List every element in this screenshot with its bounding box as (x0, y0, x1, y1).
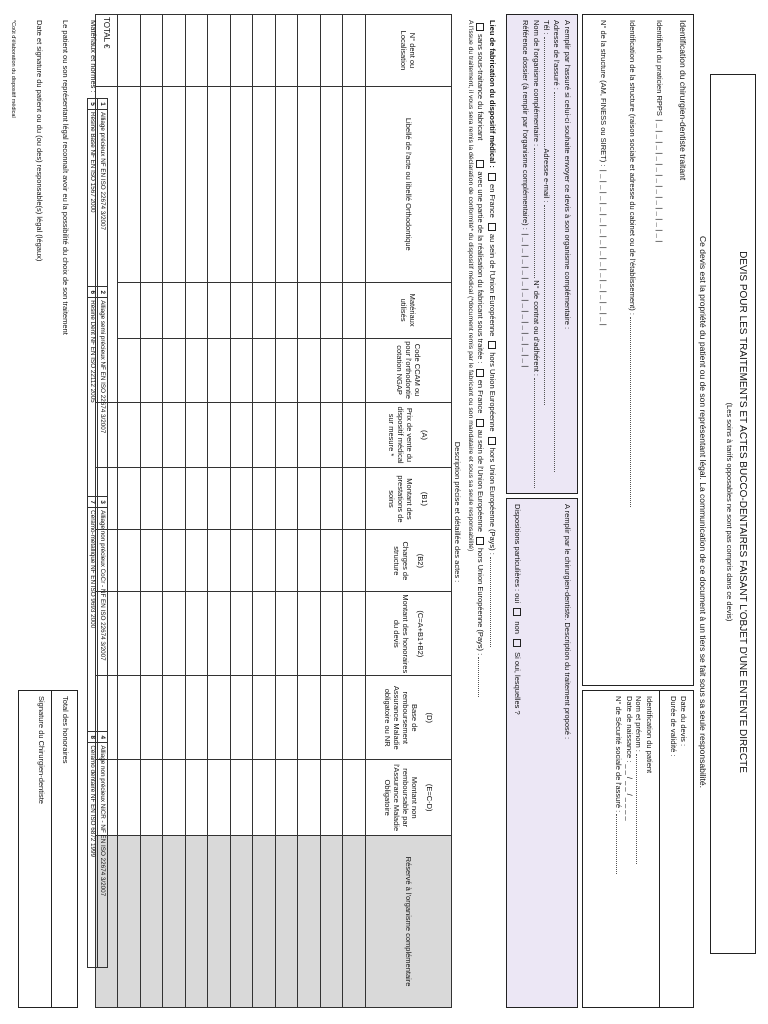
cell-tooth[interactable] (208, 15, 231, 87)
table-row (343, 15, 366, 1008)
materials-table (87, 98, 108, 968)
cell-b2[interactable] (253, 530, 276, 592)
cell-b1[interactable] (343, 468, 366, 530)
fab-outside-eu-country-label: hors Union Européenne (Pays) : (488, 447, 497, 555)
cell-act[interactable] (118, 86, 141, 282)
cell-materials[interactable] (163, 282, 186, 338)
materials-label: Matériaux et normes : (89, 20, 98, 93)
materials-row-2: 5 Résine Base NF EN ISO 1567 2000 6 Résine Dent NF EN ISO 22112 2005 7 Céramo-métallique NF EN ISO 9693 2000 8 Céramo dentaire NF EN ISO 6872 1999 (88, 99, 98, 968)
fabrication-row (488, 20, 498, 647)
cell-tooth[interactable] (186, 15, 209, 87)
insurance-org-dotted-line (534, 148, 542, 278)
yes-checkbox[interactable] (513, 608, 521, 616)
cell-b1[interactable] (276, 468, 299, 530)
cell-d[interactable] (208, 676, 231, 760)
cell-b2[interactable] (118, 530, 141, 592)
cell-materials[interactable] (343, 282, 366, 338)
insured-email-label: Adresse e-mail : (542, 148, 551, 203)
cell-b1[interactable] (141, 468, 164, 530)
cell-reserved (208, 836, 231, 1008)
cell-b2[interactable] (321, 530, 344, 592)
cell-ccam[interactable] (231, 338, 254, 402)
cell-tooth[interactable] (163, 15, 186, 87)
cell-a[interactable] (141, 402, 164, 468)
cell-c[interactable] (163, 592, 186, 676)
insurance-ref-label: Référence dossier (à remplir par l'organisme complémentaire) : (521, 20, 530, 230)
sub-outside-eu-label: hors Union Européenne (Pays) : (476, 548, 485, 656)
cell-ccam[interactable] (276, 338, 299, 402)
which-label: Si oui, lesquelles ? (513, 652, 522, 715)
cell-a[interactable] (276, 402, 299, 468)
patient-ssn-dotted-line (616, 814, 624, 874)
cell-tooth[interactable] (343, 15, 366, 87)
cell-b2[interactable] (186, 530, 209, 592)
cell-tooth[interactable] (298, 15, 321, 87)
cell-d[interactable] (298, 676, 321, 760)
cell-materials[interactable] (118, 282, 141, 338)
fab-eu-checkbox[interactable] (488, 223, 496, 231)
cell-ccam[interactable] (208, 338, 231, 402)
cell-b1[interactable] (208, 468, 231, 530)
table-row (118, 15, 141, 1008)
col-reserved: Réservé à l'organisme complémentaire (366, 836, 452, 1008)
practitioner-section-label: Identification du chirurgien-dentiste traitant (678, 20, 688, 181)
cell-reserved (231, 836, 254, 1008)
fabrication-label: Lieu de fabrication du dispositif médical : (488, 20, 497, 168)
cell-materials[interactable] (208, 282, 231, 338)
patient-birth-label: Date de naissance : (625, 696, 634, 763)
cell-b2[interactable] (231, 530, 254, 592)
cell-materials[interactable] (231, 282, 254, 338)
cell-d[interactable] (141, 676, 164, 760)
patient-divider (659, 690, 660, 1008)
col-act-label: Libellé de l'acte ou libellé Orthodontique (366, 86, 452, 282)
cell-a[interactable] (186, 402, 209, 468)
sub-france-label: en France (476, 379, 485, 414)
cell-materials[interactable] (321, 282, 344, 338)
col-b2: (B2) Charges de structure (366, 530, 452, 592)
cell-act[interactable] (141, 86, 164, 282)
table-caption: Description précise et détaillée des actes : (453, 441, 462, 583)
structure-dotted-line (630, 317, 638, 507)
insured-tel-dotted-line (544, 37, 552, 147)
cell-d[interactable] (186, 676, 209, 760)
cell-materials[interactable] (276, 282, 299, 338)
cell-tooth[interactable] (253, 15, 276, 87)
cell-e[interactable] (231, 760, 254, 836)
col-tooth: N° dent ou Localisation (366, 15, 452, 87)
no-subcontract-checkbox[interactable] (476, 23, 484, 31)
col-d: (D) Base de remboursement Assurance Maladie obligatoire ou NR (366, 676, 452, 760)
structure-number-label: N° de la structure (AM, FINESS ou SIRET) : (599, 20, 608, 167)
sub-france-checkbox[interactable] (476, 369, 484, 377)
col-materials: Matériaux utilisés (366, 282, 452, 338)
patient-name-field[interactable] (634, 696, 644, 864)
table-row (163, 15, 186, 1008)
insured-tel-label: Tél : (542, 20, 551, 35)
fab-eu-label: au sein de l'Union Européenne (488, 233, 497, 337)
cell-c[interactable] (186, 592, 209, 676)
rpps-field[interactable] (654, 20, 664, 245)
col-c: (C=A+B1+B2) Montant des honoraires du devis (366, 592, 452, 676)
structure-label: Identification de la structure (raison sociale et adresse du cabinet ou de l'établissement) : (628, 20, 637, 315)
insured-address-label: Adresse de l'assuré : (552, 20, 561, 90)
cell-act[interactable] (298, 86, 321, 282)
cell-b1[interactable] (231, 468, 254, 530)
total-label: TOTAL € (96, 15, 118, 87)
cell-reserved (141, 836, 164, 1008)
insurance-ref-boxes: |_|_|_|_|_|_|_|_|_|_|_|_| (520, 231, 528, 370)
patient-name-dotted-line (636, 754, 644, 864)
cell-act[interactable] (163, 86, 186, 282)
cell-c[interactable] (276, 592, 299, 676)
dentist-box-divider (51, 690, 52, 1008)
cell-d[interactable] (253, 676, 276, 760)
fab-france-label: en France (488, 184, 497, 218)
acts-table-body (118, 15, 366, 1008)
insurance-org-field[interactable] (532, 20, 542, 488)
choice-acknowledgement: Le patient ou son représentant légal reconnaît avoir eu la possibilité du choix de son traitement (61, 20, 70, 335)
cell-d[interactable] (118, 676, 141, 760)
cell-e[interactable] (186, 760, 209, 836)
cell-ccam[interactable] (141, 338, 164, 402)
cell-e[interactable] (208, 760, 231, 836)
fab-france-checkbox[interactable] (488, 173, 496, 181)
cell-b2[interactable] (163, 530, 186, 592)
cell-ccam[interactable] (253, 338, 276, 402)
structure-field[interactable] (628, 20, 638, 507)
cell-b2[interactable] (343, 530, 366, 592)
cell-b1[interactable] (321, 468, 344, 530)
cell-act[interactable] (186, 86, 209, 282)
cell-c[interactable] (231, 592, 254, 676)
footnote: *Coût d'élaboration du dispositif médical (10, 20, 16, 118)
cell-b2[interactable] (298, 530, 321, 592)
no-subcontract-label: sans sous-traitance du fabricant (476, 34, 485, 141)
cell-reserved (186, 836, 209, 1008)
cell-a[interactable] (253, 402, 276, 468)
cell-a[interactable] (298, 402, 321, 468)
insured-email-dotted-line (544, 205, 552, 405)
cell-reserved (298, 836, 321, 1008)
cell-e[interactable] (343, 760, 366, 836)
conformity-note: A l'issue du traitement, il vous sera remis la déclaration de conformité* du dispositif médical (*document remis par le fabricant ou son mandataire et sous sa seule responsabilité) (467, 20, 474, 552)
table-row (141, 15, 164, 1008)
table-row (231, 15, 254, 1008)
table-row (208, 15, 231, 1008)
cell-act[interactable] (208, 86, 231, 282)
cell-act[interactable] (321, 86, 344, 282)
cell-a[interactable] (208, 402, 231, 468)
table-row (321, 15, 344, 1008)
patient-birth-field[interactable] (625, 696, 634, 821)
fab-country-dotted-line (490, 557, 498, 647)
cell-c[interactable] (343, 592, 366, 676)
cell-e[interactable] (276, 760, 299, 836)
dentist-signature-field[interactable]: Signature du Chirurgien-dentiste (37, 696, 46, 804)
part-subcontract-label: avec une partie de la réalisation du fabricant sous traitée : (476, 171, 485, 364)
cell-a[interactable] (321, 402, 344, 468)
cell-b1[interactable] (118, 468, 141, 530)
no-checkbox[interactable] (513, 639, 521, 647)
insured-address-field[interactable] (552, 20, 562, 472)
contract-number-label: N° de contrat ou d'adhérent : (532, 280, 541, 377)
cell-c[interactable] (298, 592, 321, 676)
cell-materials[interactable] (298, 282, 321, 338)
table-row (298, 15, 321, 1008)
cell-e[interactable] (118, 760, 141, 836)
cell-ccam[interactable] (343, 338, 366, 402)
cell-e[interactable] (163, 760, 186, 836)
cell-reserved (118, 836, 141, 1008)
cell-reserved (253, 836, 276, 1008)
cell-e[interactable] (321, 760, 344, 836)
cell-materials[interactable] (141, 282, 164, 338)
cell-ccam[interactable] (321, 338, 344, 402)
cell-ccam[interactable] (163, 338, 186, 402)
cell-materials[interactable] (253, 282, 276, 338)
materials-row-1: 1 Alliage précieux NF EN ISO 22674 3/2007 2 Alliage semi précieux NF EN ISO 22674 3/2007 3 Alliage non précieux CoCr - NF EN ISO 22674 3/2007 4 Alliage non précieux NiCR - NF EN ISO 22674 3/2007 (98, 99, 108, 968)
table-row (276, 15, 299, 1008)
cell-reserved (276, 836, 299, 1008)
cell-c[interactable] (208, 592, 231, 676)
patient-ssn-label: N° de Sécurité sociale de l'assuré : (614, 696, 623, 813)
cell-tooth[interactable] (276, 15, 299, 87)
insurance-ref-field[interactable] (520, 20, 530, 369)
sub-country-dotted-line (478, 657, 486, 697)
insurance-org-label: Nom de l'organisme complémentaire : (532, 20, 541, 147)
cell-ccam[interactable] (298, 338, 321, 402)
cell-c[interactable] (118, 592, 141, 676)
col-a: (A) Prix de vente du dispositif médical sur mesure * (366, 402, 452, 468)
table-row (253, 15, 276, 1008)
cell-reserved (343, 836, 366, 1008)
cell-reserved (163, 836, 186, 1008)
cell-d[interactable] (163, 676, 186, 760)
cell-tooth[interactable] (141, 15, 164, 87)
fab-outside-eu-label: hors Union Européenne (488, 352, 497, 432)
cell-reserved (321, 836, 344, 1008)
cell-c[interactable] (321, 592, 344, 676)
patient-birth-format: _ _ / _ _ / _ _ _ _ (625, 764, 634, 821)
cell-c[interactable] (253, 592, 276, 676)
contract-number-dotted-line (534, 378, 542, 488)
cell-e[interactable] (253, 760, 276, 836)
cell-d[interactable] (231, 676, 254, 760)
patient-name-label: Nom et prénom : (634, 696, 643, 752)
cell-act[interactable] (276, 86, 299, 282)
cell-e[interactable] (298, 760, 321, 836)
cell-materials[interactable] (186, 282, 209, 338)
table-row (186, 15, 209, 1008)
cell-b1[interactable] (253, 468, 276, 530)
rpps-label: Identifiant du praticien RPPS (655, 20, 664, 116)
quote-date-field[interactable]: Date du devis : (679, 696, 688, 747)
insured-address-dotted-line (554, 92, 562, 472)
patient-section-label: Identification du patient (645, 696, 654, 774)
sub-outside-eu-checkbox[interactable] (476, 537, 484, 545)
fab-outside-eu-checkbox[interactable] (488, 341, 496, 349)
cell-b2[interactable] (276, 530, 299, 592)
cell-tooth[interactable] (231, 15, 254, 87)
sub-eu-checkbox[interactable] (476, 419, 484, 427)
patient-signature-field[interactable]: Date et signature du patient ou du (ou des) responsable(s) légal (légaux) (35, 20, 44, 262)
cell-act[interactable] (343, 86, 366, 282)
insured-contact-field[interactable] (542, 20, 552, 405)
cell-c[interactable] (141, 592, 164, 676)
cell-act[interactable] (231, 86, 254, 282)
property-notice: Ce devis est la propriété du patient ou de son représentant légal. La communication de ce document à un tiers se fait sous sa seule responsabilité. (698, 236, 708, 788)
cell-ccam[interactable] (118, 338, 141, 402)
part-subcontract-checkbox[interactable] (476, 160, 484, 168)
cell-d[interactable] (276, 676, 299, 760)
cell-tooth[interactable] (118, 15, 141, 87)
table-header-row (366, 15, 452, 1008)
cell-b1[interactable] (298, 468, 321, 530)
patient-ssn-field[interactable] (614, 696, 624, 874)
form-title: DEVIS POUR LES TRAITEMENTS ET ACTES BUCCO-DENTAIRES FAISANT L'OBJET D'UNE ENTENTE DIRECTE (737, 251, 748, 773)
cell-a[interactable] (231, 402, 254, 468)
cell-e[interactable] (141, 760, 164, 836)
cell-a[interactable] (163, 402, 186, 468)
cell-d[interactable] (343, 676, 366, 760)
insurance-intro: A remplir par l'assuré si celui-ci souhaite envoyer ce devis à son organisme complémentaire : (563, 20, 572, 330)
acts-table (96, 14, 453, 1008)
cell-b2[interactable] (141, 530, 164, 592)
cell-act[interactable] (253, 86, 276, 282)
cell-b1[interactable] (186, 468, 209, 530)
special-dispositions-label: Dispositions particulières : oui (513, 504, 522, 604)
col-e: (E=C-D) Montant non remboursable par l'Assurance Maladie Obligatoire (366, 760, 452, 836)
cell-a[interactable] (118, 402, 141, 468)
rpps-boxes: |_|_|_|_|_|_|_|_|_|_|_| (654, 117, 662, 245)
no-label: non (513, 621, 522, 634)
cell-d[interactable] (321, 676, 344, 760)
fab-outside-eu-country-checkbox[interactable] (488, 437, 496, 445)
col-b1: (B1) Montant des prestations de soins (366, 468, 452, 530)
special-dispositions-field[interactable] (513, 504, 522, 715)
cell-b1[interactable] (163, 468, 186, 530)
sub-eu-label: au sein de l'Union Européenne (476, 429, 485, 532)
structure-number-field[interactable] (598, 20, 608, 328)
total-fees-field[interactable]: Total des honoraires (61, 696, 70, 764)
cell-a[interactable] (343, 402, 366, 468)
cell-b2[interactable] (208, 530, 231, 592)
col-ccam: Code CCAM ou pour l'orthodontie cotation NGAP (366, 338, 452, 402)
form-subtitle: (Les soins à tarifs opposables ne sont pas compris dans ce devis) (725, 402, 734, 622)
structure-number-boxes: |_|_|_|_|_|_|_|_|_|_|_|_|_|_| (598, 168, 606, 328)
quote-validity-field[interactable]: Durée de validité : (669, 696, 678, 757)
subcontract-row (476, 20, 486, 697)
cell-tooth[interactable] (321, 15, 344, 87)
treatment-description-label: A remplir par le chirurgien-dentiste. Description du traitement proposé : (563, 504, 572, 740)
cell-ccam[interactable] (186, 338, 209, 402)
